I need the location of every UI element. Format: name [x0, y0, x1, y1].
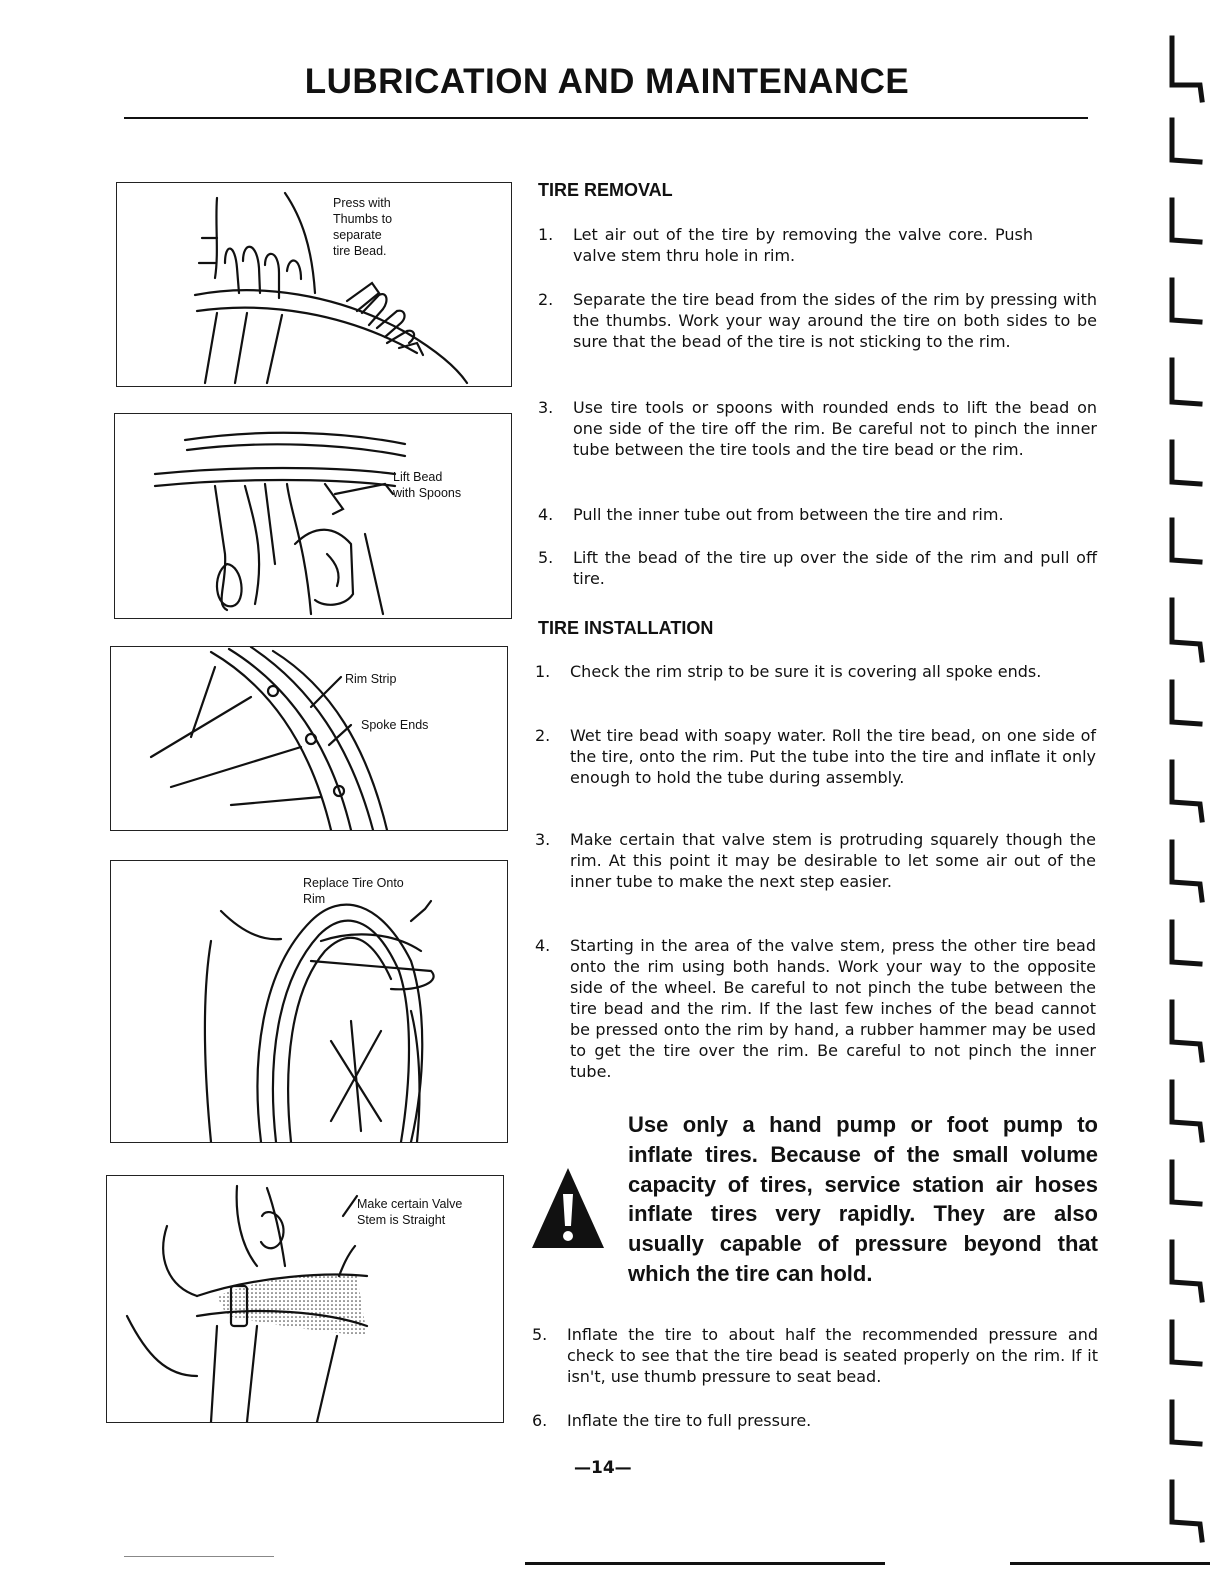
step-number: 6.	[532, 1411, 548, 1430]
caption-line: Lift Bead	[393, 470, 443, 484]
tire-spoons-illustration	[115, 414, 511, 618]
title-rule	[124, 117, 1088, 119]
caption-line: tire Bead.	[333, 244, 387, 258]
install-step-3	[535, 829, 1098, 915]
figure-valve-stem	[106, 1175, 504, 1423]
caption-line: Press with	[333, 196, 391, 210]
page-title: LUBRICATION AND MAINTENANCE	[304, 62, 910, 101]
heading-tire-installation: TIRE INSTALLATION	[538, 618, 714, 638]
step-text: Pull the inner tube out from between the tire and rim.	[573, 505, 1004, 524]
step-text: Make certain that valve stem is protruding squarely though the rim. At this point it may be desirable to let some air out of the inner tube to make the next step easier.	[570, 830, 1096, 891]
step-number: 2.	[538, 290, 554, 309]
step-text: Use tire tools or spoons with rounded ends to lift the bead on one side of the tire off the rim. Be careful not to pinch the inner tube between the tire tools and the tire bead or the rim.	[573, 398, 1097, 459]
label-spoke-ends: Spoke Ends	[361, 718, 429, 732]
removal-step-3	[538, 397, 1098, 483]
step-number: 1.	[538, 225, 554, 244]
install-step-6	[532, 1410, 1098, 1432]
step-text: Separate the tire bead from the sides of the rim by pressing with the thumbs. Work your way around the tire on both sides to be sure that the bead of the tire is not sticking to the rim.	[573, 290, 1097, 351]
removal-step-5	[538, 547, 1098, 591]
step-number: 5.	[532, 1325, 548, 1344]
bottom-scan-line	[525, 1562, 885, 1565]
step-number: 5.	[538, 548, 554, 567]
step-text: Wet tire bead with soapy water. Roll the tire bead, on one side of the tire, onto the rim. Put the tube into the tire and inflate it only enough to hold the tube during assembly.	[570, 726, 1096, 787]
install-step-5	[532, 1324, 1098, 1390]
caption-line: Make certain Valve	[357, 1197, 463, 1211]
caption-line: Thumbs to	[333, 212, 393, 226]
install-step-4	[535, 935, 1098, 1107]
caption-line: Rim	[303, 892, 326, 906]
page-number: —14—	[574, 1458, 632, 1478]
label-rim-strip: Rim Strip	[345, 672, 397, 686]
removal-step-4	[538, 504, 1098, 526]
figure-replace-tire	[110, 860, 508, 1143]
step-number: 4.	[535, 936, 551, 955]
rim-strip-illustration	[111, 647, 507, 830]
step-number: 3.	[535, 830, 551, 849]
step-text: Check the rim strip to be sure it is covering all spoke ends.	[570, 662, 1042, 681]
install-step-2	[535, 725, 1098, 811]
removal-step-2	[538, 289, 1098, 375]
bottom-scan-line	[124, 1556, 274, 1557]
step-text: Lift the bead of the tire up over the side of the rim and pull off tire.	[573, 548, 1097, 588]
install-step-1	[535, 661, 1098, 705]
figure-rim-strip	[110, 646, 508, 831]
step-text: Starting in the area of the valve stem, press the other tire bead onto the rim using both hands. Work your way to the opposite side of the wheel. Be careful to not pinch the tube between the tire bead and the rim. If the last few inches of the bead cannot be pressed onto the rim by hand, a rubber hammer may be used to get the tire over the rim. Be careful to not pinch the inner tube.	[570, 936, 1096, 1081]
warning-triangle-icon	[530, 1166, 606, 1254]
caption-line: separate	[333, 228, 382, 242]
caption-line: Stem is Straight	[357, 1213, 446, 1227]
edge-index-tabs	[1160, 30, 1220, 1564]
step-text: Let air out of the tire by removing the valve core. Push valve stem thru hole in rim.	[573, 225, 1033, 265]
step-text: Inflate the tire to about half the recommended pressure and check to see that the tire bead is seated properly on the rim. If it isn't, use thumb pressure to seat bead.	[567, 1325, 1098, 1386]
warning-text: Use only a hand pump or foot pump to inflate tires. Because of the small volume capacity of tires, service station air hoses inflate tires very rapidly. They are also usually capable of pressure beyond that which the tire can hold.	[628, 1112, 1098, 1286]
removal-step-1	[538, 224, 1098, 268]
hand-thumbs-illustration	[117, 183, 511, 386]
step-number: 4.	[538, 505, 554, 524]
step-text: Inflate the tire to full pressure.	[567, 1411, 812, 1430]
caption-line: with Spoons	[393, 486, 462, 500]
caption-line: Replace Tire Onto	[303, 876, 404, 890]
step-number: 3.	[538, 398, 554, 417]
step-number: 2.	[535, 726, 551, 745]
figure-press-thumbs	[116, 182, 512, 387]
heading-tire-removal: TIRE REMOVAL	[538, 180, 673, 200]
bottom-scan-line	[1010, 1562, 1210, 1565]
figure-lift-bead	[114, 413, 512, 619]
step-number: 1.	[535, 662, 551, 681]
